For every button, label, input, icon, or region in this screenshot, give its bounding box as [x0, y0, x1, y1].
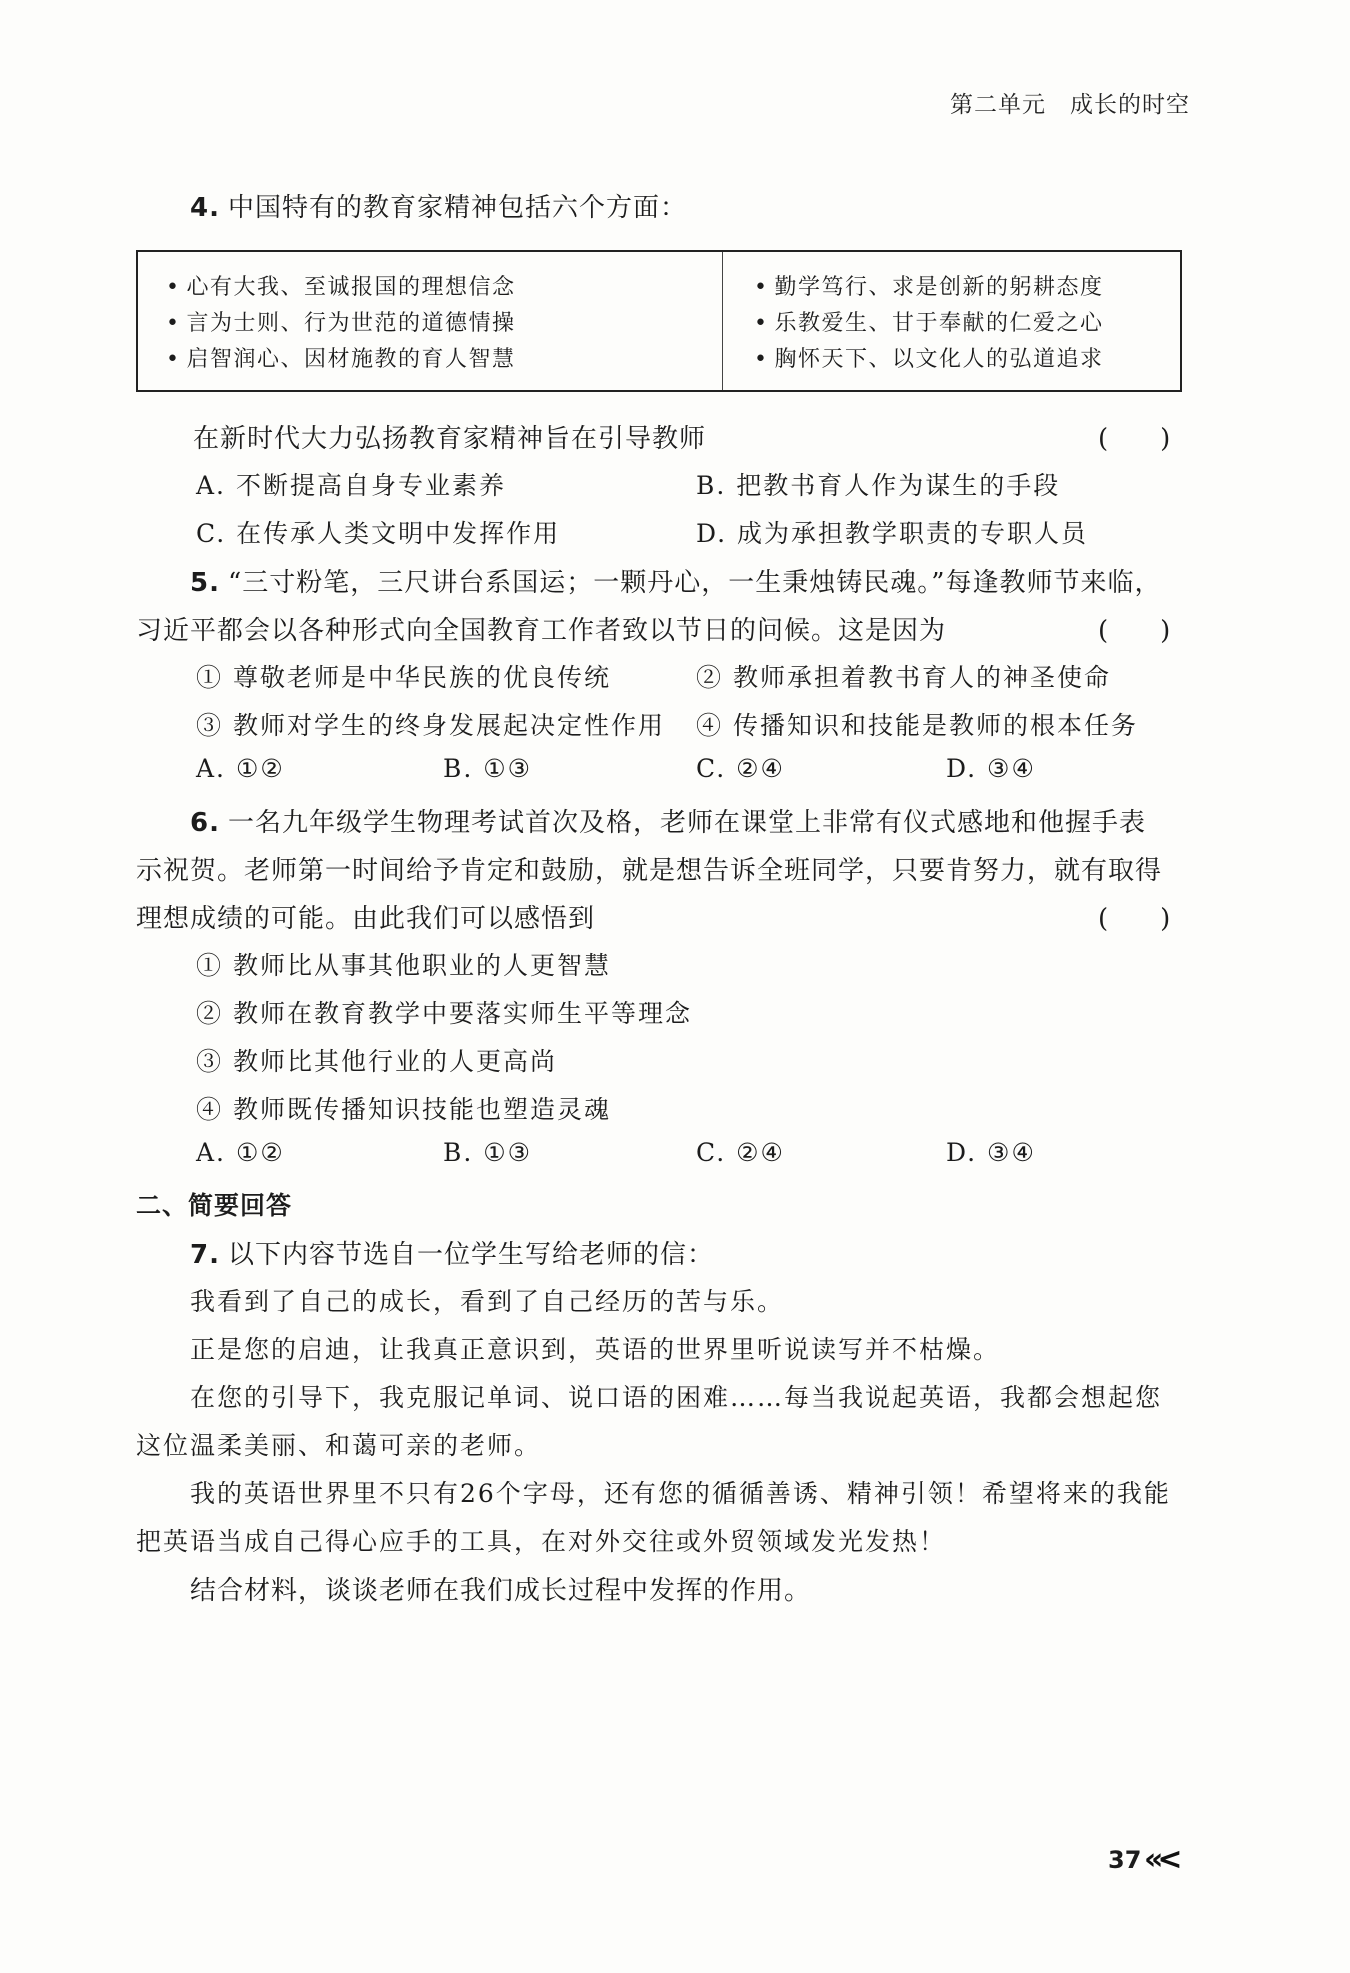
bullet-icon: •: [166, 275, 181, 300]
bullet-icon: •: [166, 347, 181, 372]
box-divider: [722, 252, 723, 390]
bullet-icon: •: [166, 311, 181, 336]
question-7-task: 结合材料，谈谈老师在我们成长过程中发挥的作用。: [190, 1576, 812, 1606]
answer-parentheses: ( ): [1098, 616, 1171, 646]
bullet-icon: •: [754, 347, 769, 372]
letter-paragraph-4: 我的英语世界里不只有26个字母，还有您的循循善诱、精神引领！希望将来的我能: [190, 1479, 1171, 1508]
question-text: 一名九年级学生物理考试首次及格，老师在课堂上非常有仪式感地和他握手表: [227, 808, 1146, 838]
statement-4: ④ 教师既传播知识技能也塑造灵魂: [196, 1095, 611, 1124]
question-text: 中国特有的教育家精神包括六个方面：: [227, 193, 687, 223]
question-number: 7.: [190, 1240, 220, 1270]
option-b: B. 把教书育人作为谋生的手段: [696, 471, 1061, 500]
statement-2: ② 教师承担着教书育人的神圣使命: [696, 663, 1111, 692]
spirit-list-left: [166, 270, 516, 378]
letter-paragraph-2: 正是您的启迪，让我真正意识到，英语的世界里听说读写并不枯燥。: [190, 1335, 1001, 1364]
question-4-stem: [190, 187, 687, 224]
page-number: 37: [1108, 1846, 1142, 1874]
question-text: “三寸粉笔，三尺讲台系国运；一颗丹心，一生秉烛铸民魂。”每逢教师节来临，: [227, 568, 1162, 598]
statement-1: ① 尊敬老师是中华民族的优良传统: [196, 663, 611, 692]
option-c: C. ②④: [696, 1138, 785, 1167]
answer-parentheses: ( ): [1098, 424, 1171, 454]
question-5-line2: 习近平都会以各种形式向全国教育工作者致以节日的问候。这是因为: [136, 616, 947, 646]
spirit-list-right: [754, 270, 1104, 378]
question-4-prompt: 在新时代大力弘扬教育家精神旨在引导教师: [193, 424, 707, 454]
question-5-line1: [190, 562, 1162, 599]
bullet-icon: •: [754, 275, 769, 300]
option-c: C. ②④: [696, 754, 785, 783]
option-b: B. ①③: [443, 1138, 533, 1167]
option-a: A. ①②: [196, 1138, 285, 1167]
question-6-line3: 理想成绩的可能。由此我们可以感悟到: [136, 904, 596, 934]
question-6-line2: 示祝贺。老师第一时间给予肯定和鼓励，就是想告诉全班同学，只要肯努力，就有取得: [136, 856, 1163, 886]
option-a: A. ①②: [196, 754, 285, 783]
question-6-line1: [190, 802, 1146, 839]
statement-1: ① 教师比从事其他职业的人更智慧: [196, 951, 611, 980]
spirit-item: • 启智润心、因材施教的育人智慧: [166, 347, 516, 372]
spirit-item: • 心有大我、至诚报国的理想信念: [166, 275, 516, 300]
option-a: A. 不断提高自身专业素养: [196, 471, 506, 500]
spirit-box: [136, 250, 1182, 392]
letter-paragraph-4-cont: 把英语当成自己得心应手的工具，在对外交往或外贸领域发光发热！: [136, 1527, 947, 1556]
question-number: 4.: [190, 193, 220, 223]
option-c: C. 在传承人类文明中发挥作用: [196, 519, 561, 548]
bullet-icon: •: [754, 311, 769, 336]
option-d: D. 成为承担教学职责的专职人员: [696, 519, 1089, 548]
unit-header: 第二单元 成长的时空: [950, 92, 1190, 118]
letter-paragraph-3: 在您的引导下，我克服记单词、说口语的困难……每当我说起英语，我都会想起您: [190, 1383, 1163, 1412]
spirit-item: • 言为士则、行为世范的道德情操: [166, 311, 516, 336]
question-number: 6.: [190, 808, 220, 838]
statement-3: ③ 教师比其他行业的人更高尚: [196, 1047, 557, 1076]
letter-paragraph-1: 我看到了自己的成长，看到了自己经历的苦与乐。: [190, 1287, 785, 1316]
question-7-stem: [190, 1234, 714, 1271]
chevrons-left-icon: «<: [1144, 1842, 1177, 1877]
letter-paragraph-3-cont: 这位温柔美丽、和蔼可亲的老师。: [136, 1431, 542, 1460]
section-title: 二、简要回答: [136, 1191, 293, 1220]
option-d: D. ③④: [946, 1138, 1036, 1167]
spirit-item: • 勤学笃行、求是创新的躬耕态度: [754, 275, 1104, 300]
statement-3: ③ 教师对学生的终身发展起决定性作用: [196, 711, 665, 740]
question-number: 5.: [190, 568, 220, 598]
question-text: 以下内容节选自一位学生写给老师的信：: [227, 1240, 714, 1270]
spirit-item: • 胸怀天下、以文化人的弘道追求: [754, 347, 1104, 372]
statement-4: ④ 传播知识和技能是教师的根本任务: [696, 711, 1138, 740]
answer-parentheses: ( ): [1098, 904, 1171, 934]
spirit-item: • 乐教爱生、甘于奉献的仁爱之心: [754, 311, 1104, 336]
statement-2: ② 教师在教育教学中要落实师生平等理念: [196, 999, 692, 1028]
option-d: D. ③④: [946, 754, 1036, 783]
option-b: B. ①③: [443, 754, 533, 783]
